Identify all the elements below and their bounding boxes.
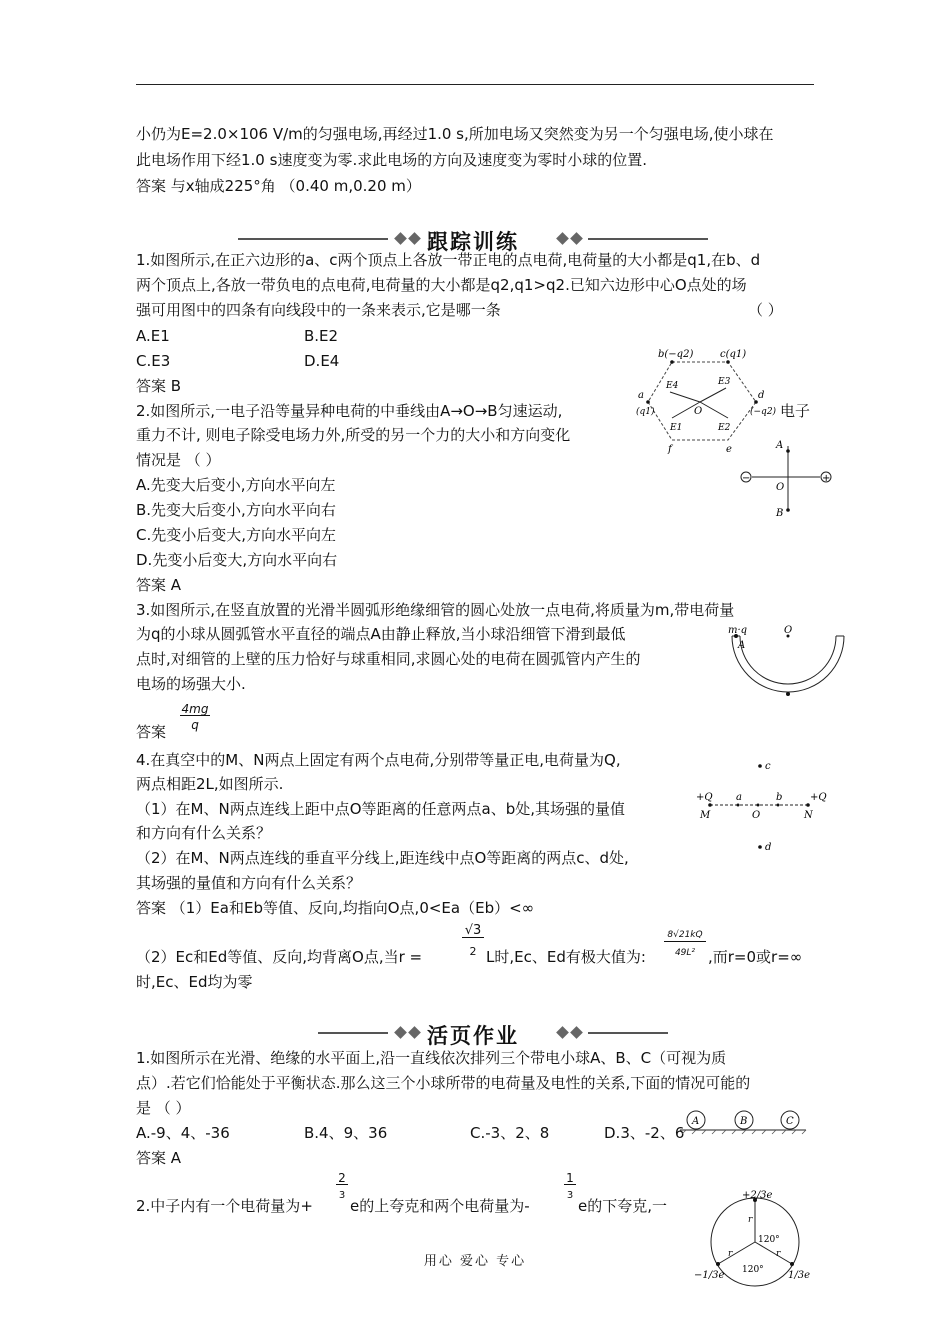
angle-label: 120° [758,1235,780,1245]
max-denominator: 49L² [674,948,696,958]
angle-label: 120° [742,1265,764,1275]
question-4-line: 其场强的量值和方向有什么关系？ [136,874,362,892]
semicircle-figure [726,624,850,706]
option-d: D.3、-2、6 [604,1124,685,1142]
point-A-label: A [738,640,746,651]
answer-line: 答案 A [136,1149,182,1167]
homework-2-line: 2.中子内有一个电荷量为+ [136,1197,313,1215]
down-quark-right-label: 1/3e [788,1270,811,1281]
point-B-label: B [776,508,784,519]
radius-label: r [748,1215,753,1225]
hex-label-aq: (q1) [636,407,655,417]
hex-label-f: f [668,444,672,455]
hex-label-c: c(q1) [720,349,747,360]
plus-charge-label: + [822,473,831,484]
answer-line: ,而r=0或r=∞ [708,948,803,966]
three-balls-figure [676,1106,810,1136]
homework-2-line: e的下夸克,一 [578,1197,667,1215]
hex-label-O: O [694,406,703,417]
question-1-line: 1.如图所示,在正六边形的a、c两个顶点上各放一带正电的点电荷,电荷量的大小都是q1,在b、d [136,251,761,269]
point-c-label: c [765,761,771,772]
point-O-label: O [776,482,785,493]
charge-M-label: +Q [696,792,713,803]
hex-label-b: b(−q2) [658,349,694,360]
down-quark-left-label: −1/3e [694,1270,725,1281]
question-3-line: 电场的场强大小. [136,675,246,693]
two-charge-figure [690,756,840,858]
hex-label-E3: E3 [718,377,731,387]
ball-A-label: A [692,1116,700,1127]
option-b: B.先变大后变小,方向水平向右 [136,501,336,519]
point-O-label: O [752,810,761,821]
answer-denominator: q [191,718,199,732]
option-c: C.-3、2、8 [470,1124,550,1142]
radius-label: r [776,1249,781,1259]
question-3-line: 点时,对细管的上壁的压力恰好与球重相同,求圆心处的电荷在圆弧管内产生的 [136,650,641,668]
option-a: A.-9、4、-36 [136,1124,230,1142]
fraction-num: 1 [564,1172,576,1185]
question-1-line: 强可用图中的四条有向线段中的一条来表示,它是哪一条 [136,301,501,319]
homework-1-line: 点）.若它们恰能处于平衡状态.那么这三个小球所带的电荷量及电性的关系,下面的情况可能的 [136,1074,751,1092]
answer-line: L时,Ec、Ed有极大值为: [486,948,646,966]
option-d: D.E4 [304,352,340,370]
point-b-label: b [776,792,783,803]
question-4-line: 4.在真空中的M、N两点上固定有两个点电荷,分别带等量正电,电荷量为Q, [136,751,621,769]
question-2-line: 2.如图所示,一电子沿等量异种电荷的中垂线由A→O→B匀速运动, [136,402,563,420]
answer-line: 时,Ec、Ed均为零 [136,973,253,991]
fraction-num: 2 [336,1172,348,1185]
homework-1-line: 是 （ ） [136,1099,191,1117]
hex-label-d: d [758,390,765,401]
up-quark-label: +2/3e [742,1190,773,1201]
option-a: A.先变大后变小,方向水平向左 [136,476,336,494]
minus-charge-label: − [742,473,751,484]
ball-B-label: B [740,1116,748,1127]
option-b: B.E2 [304,327,339,345]
option-d: D.先变小后变大,方向水平向右 [136,551,338,569]
answer-line: （2）Ec和Ed等值、反向,均背离O点,当r = [136,948,423,966]
hex-label-E2: E2 [718,423,731,433]
answer-line: 答案 与x轴成225°角 （0.40 m,0.20 m） [136,177,421,195]
radius-label: r [728,1249,733,1259]
answer-line: 答案 （1）Ea和Eb等值、反向,均指向O点,0<Ea（Eb）<∞ [136,899,535,917]
question-1-line: 两个顶点上,各放一带负电的点电荷,电荷量的大小都是q2,q1>q2.已知六边形中心O点处的场 [136,276,747,294]
max-numerator: 8√21kQ [664,929,706,942]
answer-line: 答案 A [136,576,182,594]
sqrt3-numerator: √3 [462,925,484,938]
question-4-line: 和方向有什么关系？ [136,824,272,842]
section-title: 活页作业 [427,1024,519,1048]
option-c: C.E3 [136,352,171,370]
answer-line: 答案 B [136,377,182,395]
section-banner-tracking [238,226,708,252]
option-a: A.E1 [136,327,170,345]
answer-numerator: 4mg [181,702,209,716]
question-3-line: 为q的小球从圆弧管水平直径的端点A由静止释放,当小球沿细管下滑到最低 [136,625,626,643]
hex-label-e: e [726,444,732,455]
hex-label-E4: E4 [666,381,679,391]
question-2-line-tail: 电子 [780,402,811,420]
question-3-line: 3.如图所示,在竖直放置的光滑半圆弧形绝缘细管的圆心处放一点电荷,将质量为m,带电荷量 [136,601,735,619]
section-title: 跟踪训练 [427,230,519,254]
header-rule [136,84,814,85]
answer-paren: （ ） [748,301,783,319]
point-M-label: M [700,810,711,821]
point-a-label: a [736,792,742,803]
mass-charge-label: m·q [728,625,748,636]
point-A-label: A [776,440,784,451]
fraction-den: 3 [566,1190,574,1201]
text-line: 小仍为E=2.0×106 V/m的匀强电场,再经过1.0 s,所加电场又突然变为另一个匀强电场,使小球在 [136,125,774,143]
hex-label-dq: (−q2) [750,407,776,417]
section-banner-homework [238,1020,708,1046]
question-4-line: （1）在M、N两点连线上距中点O等距离的任意两点a、b处,其场强的量值 [136,800,625,818]
point-d-label: d [765,842,772,853]
ball-C-label: C [786,1116,794,1127]
text-line: 此电场作用下经1.0 s速度变为零.求此电场的方向及速度变为零时小球的位置. [136,151,647,169]
question-4-line: （2）在M、N两点连线的垂直平分线上,距连线中点O等距离的两点c、d处, [136,849,629,867]
dipole-figure [732,434,836,522]
fraction-den: 3 [338,1190,346,1201]
question-2-line: 重力不计, 则电子除受电场力外,所受的另一个力的大小和方向变化 [136,426,571,444]
charge-N-label: +Q [810,792,827,803]
hex-label-E1: E1 [670,423,683,433]
homework-2-line: e的上夸克和两个电荷量为- [350,1197,530,1215]
point-N-label: N [804,810,813,821]
option-c: C.先变小后变大,方向水平向左 [136,526,337,544]
question-4-line: 两点相距2L,如图所示. [136,775,284,793]
answer-label: 答案 [136,723,167,741]
center-O-label: O [784,625,793,636]
question-2-line: 情况是 （ ） [136,451,221,469]
homework-1-line: 1.如图所示在光滑、绝缘的水平面上,沿一直线依次排列三个带电小球A、B、C（可视为质 [136,1049,727,1067]
sqrt3-denominator: 2 [469,945,477,958]
option-b: B.4、9、36 [304,1124,388,1142]
hex-label-a: a [638,390,644,401]
page-footer: 用心 爱心 专心 [423,1254,527,1269]
neutron-figure [690,1186,820,1290]
